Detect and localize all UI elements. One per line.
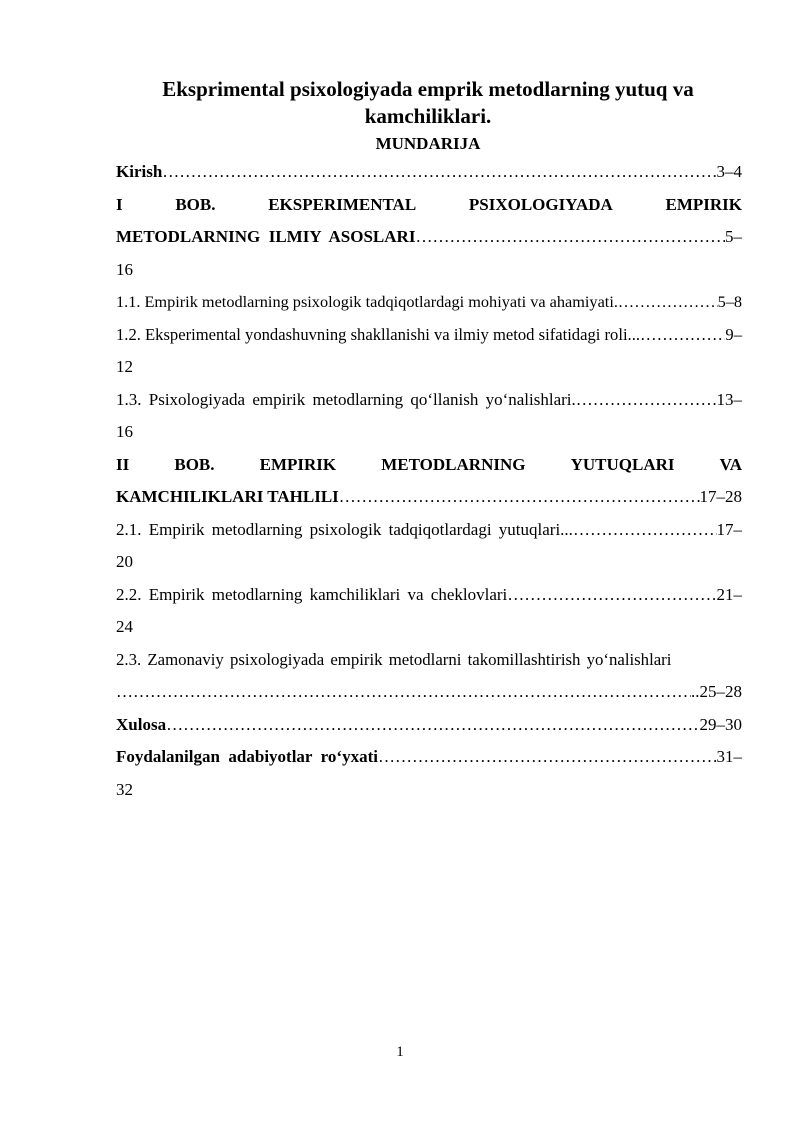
toc-entry-title: METODLARNING ILMIY ASOSLARI	[116, 227, 416, 246]
toc-entry-1-3	[116, 384, 742, 417]
toc-entry-pages: 9–	[725, 324, 742, 344]
toc-entry-title: Kirish	[116, 162, 163, 181]
toc-entry-pages: 17–	[716, 519, 742, 539]
toc-entry-2-3	[116, 644, 742, 677]
toc-entry-pages-continued: 20	[116, 552, 133, 571]
toc-leader-dots	[116, 676, 691, 709]
toc-entry-pages: 17–28	[699, 487, 742, 506]
toc-entry-title: Xulosa	[116, 714, 167, 734]
toc-entry-title: 1.1. Empirik metodlarning psixologik tadqiqotlardagi mohiyati va ahamiyati.	[116, 292, 618, 311]
toc-entry-pages: ..25–28	[691, 682, 742, 701]
toc-entry-2-3-pages-line	[116, 676, 742, 709]
toc-leader-dots	[507, 579, 716, 612]
toc-word: BOB.	[174, 454, 215, 474]
toc-entry-pages-continued: 32	[116, 779, 133, 799]
toc-word: METODLARNING	[381, 454, 526, 474]
toc-entry-references	[116, 741, 742, 774]
toc-entry-title: 1.3. Psixologiyada empirik metodlarning qo‘llanish yo‘nalishlari.	[116, 389, 576, 409]
toc-entry-pages: 5–	[725, 227, 742, 246]
toc-chapter-2-title	[116, 481, 742, 514]
toc-leader-dots	[378, 741, 717, 774]
toc-word: PSIXOLOGIYADA	[468, 194, 613, 214]
toc-entry-title: KAMCHILIKLARI TAHLILI	[116, 487, 339, 506]
toc-entry-title: Foydalanilgan adabiyotlar ro‘yxati	[116, 747, 378, 766]
toc-entry-pages: 3–4	[716, 162, 742, 181]
toc-entry-pages: 21–	[716, 584, 742, 604]
toc-word: EMPIRIK	[259, 454, 337, 474]
toc-entry-1-1	[116, 286, 742, 319]
toc-entry-pages: 31–	[716, 747, 742, 766]
toc-chapter-2-heading	[116, 449, 742, 482]
toc-word: EMPIRIK	[665, 194, 742, 214]
toc-entry-kirish	[116, 156, 742, 189]
toc-entry-title: 2.1. Empirik metodlarning psixologik tadqiqotlardagi yutuqlari...	[116, 519, 573, 539]
toc-word: VA	[719, 454, 742, 474]
toc-leader-dots	[162, 156, 716, 189]
page-number: 1	[396, 1044, 404, 1060]
toc-entry-pages: 29–30	[699, 714, 742, 734]
toc-entry-pages-continued: 12	[116, 357, 133, 376]
toc-entry-xulosa	[116, 709, 742, 742]
toc-entry-title: 1.2. Eksperimental yondashuvning shakllanishi va ilmiy metod sifatidagi roli...	[116, 324, 641, 344]
toc-entry-1-2	[116, 319, 742, 352]
toc-entry-2-1	[116, 514, 742, 547]
toc-entry-title: 2.3. Zamonaviy psixologiyada empirik metodlarni takomillashtirish yo‘nalishlari	[116, 649, 672, 669]
toc-word: YUTUQLARI	[570, 454, 675, 474]
toc-word: EKSPERIMENTAL	[268, 194, 417, 214]
document-title: Eksprimental psixologiyada emprik metodlarning yutuq va kamchiliklari.	[162, 77, 694, 128]
toc-leader-dots	[573, 514, 717, 547]
toc-entry-title: 2.2. Empirik metodlarning kamchiliklari va cheklovlari	[116, 584, 508, 604]
toc-entry-pages: 5–8	[717, 292, 742, 311]
toc-word: II	[116, 454, 130, 474]
toc-entry-pages-continued: 16	[116, 259, 133, 279]
toc-leader-dots	[576, 384, 717, 417]
table-of-contents	[116, 156, 742, 806]
toc-chapter-1-title	[116, 221, 742, 254]
toc-entry-pages-continued: 16	[116, 422, 133, 441]
toc-chapter-1-heading	[116, 189, 742, 222]
toc-entry-pages-continued: 24	[116, 617, 133, 636]
toc-leader-dots	[166, 709, 699, 742]
toc-word: I	[116, 194, 123, 214]
toc-entry-pages: 13–	[716, 389, 742, 409]
toc-entry-2-2	[116, 579, 742, 612]
toc-leader-dots	[618, 286, 718, 319]
toc-leader-dots	[339, 481, 700, 514]
toc-word: BOB.	[175, 194, 216, 214]
toc-leader-dots	[640, 319, 725, 352]
toc-leader-dots	[415, 221, 725, 254]
toc-heading: MUNDARIJA	[375, 134, 481, 153]
